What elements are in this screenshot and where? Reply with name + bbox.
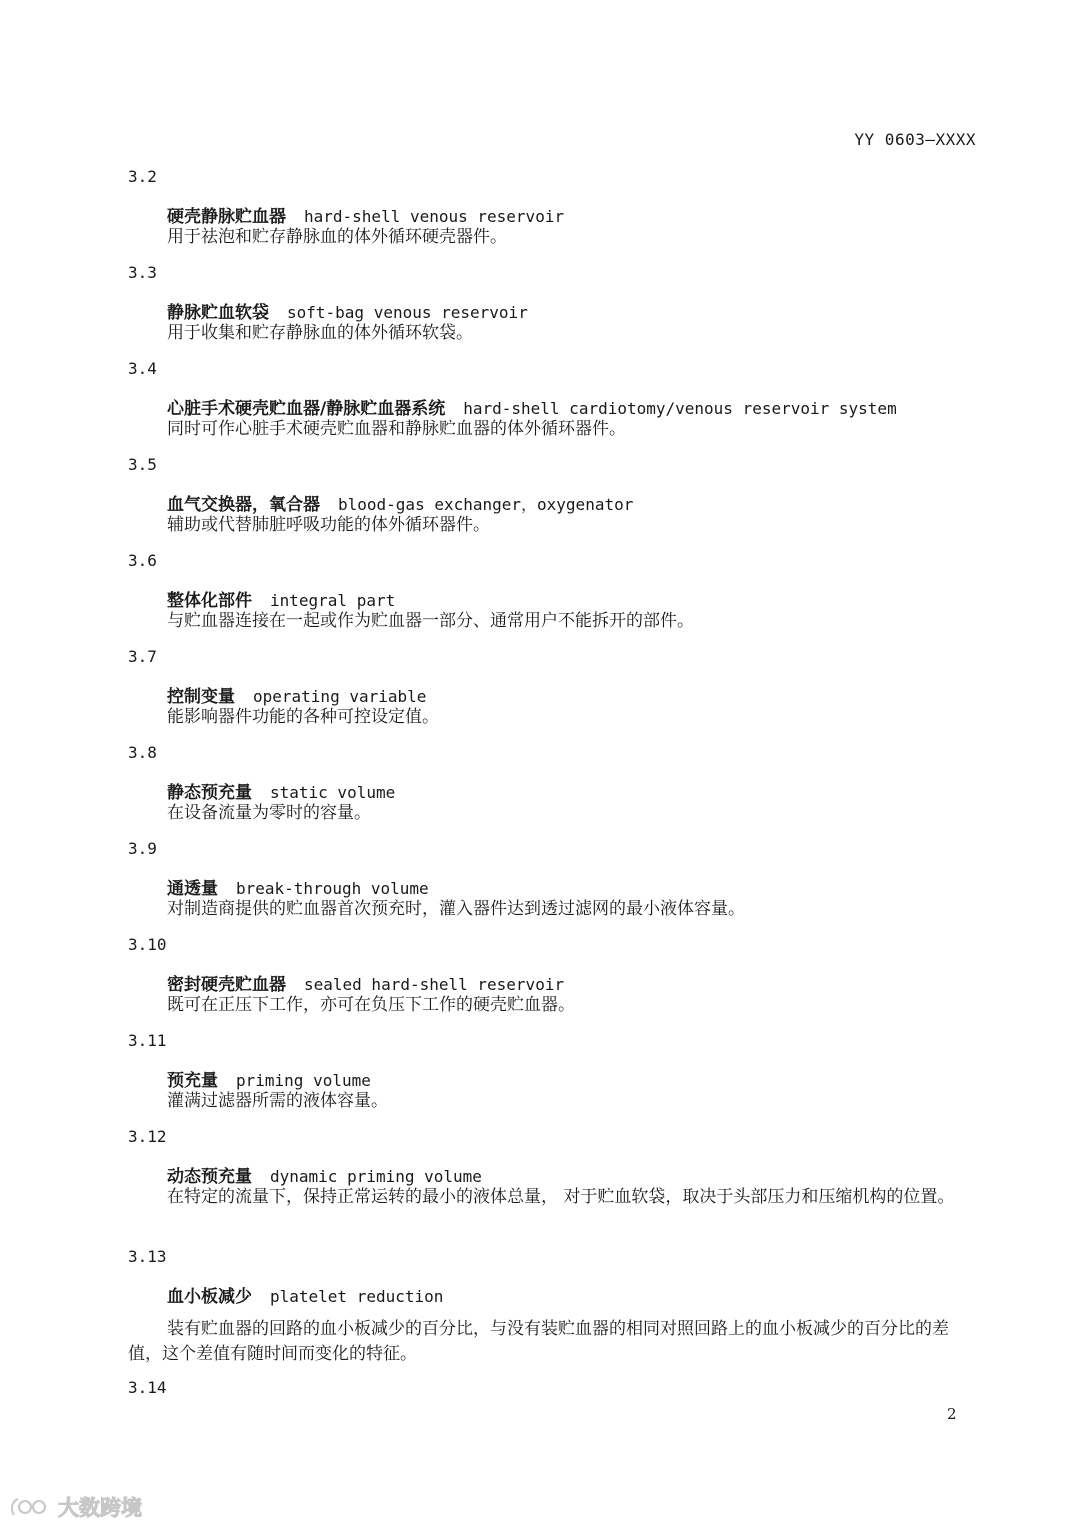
watermark <box>8 1492 142 1522</box>
term-en: static volume <box>270 783 396 802</box>
section-number: 3.3 <box>128 263 157 282</box>
term-zh: 静态预充量 <box>167 783 252 803</box>
term-line <box>167 490 633 515</box>
term-definition: 对制造商提供的贮血器首次预充时，灌入器件达到透过滤网的最小液体容量。 <box>167 899 745 919</box>
term-zh: 预充量 <box>167 1071 218 1091</box>
term-en: break-through volume <box>236 879 429 898</box>
term-line <box>167 202 564 227</box>
standard-number: YY 0603—XXXX <box>854 130 976 149</box>
section-number: 3.14 <box>128 1378 167 1397</box>
section-number: 3.2 <box>128 167 157 186</box>
term-definition: 既可在正压下工作，亦可在负压下工作的硬壳贮血器。 <box>167 995 575 1015</box>
term-zh: 静脉贮血软袋 <box>167 303 269 323</box>
term-definition: 装有贮血器的回路的血小板减少的百分比，与没有装贮血器的相同对照回路上的血小板减少的百分比的差值，这个差值有随时间而变化的特征。 <box>128 1319 949 1364</box>
term-definition: 辅助或代替肺脏呼吸功能的体外循环器件。 <box>167 515 490 535</box>
term-line <box>167 394 897 419</box>
term-definition: 在特定的流量下，保持正常运转的最小的液体总量， 对于贮血软袋，取决于头部压力和压缩机构的位置。 <box>167 1187 955 1207</box>
term-definition: 能影响器件功能的各种可控设定值。 <box>167 707 439 727</box>
term-definition: 在设备流量为零时的容量。 <box>167 803 371 823</box>
term-en: platelet reduction <box>270 1287 444 1306</box>
term-definition: 与贮血器连接在一起或作为贮血器一部分、通常用户不能拆开的部件。 <box>167 611 694 631</box>
term-line <box>167 1066 371 1091</box>
section-number: 3.8 <box>128 743 157 762</box>
section-number: 3.11 <box>128 1031 167 1050</box>
section-number: 3.5 <box>128 455 157 474</box>
term-line <box>167 1282 443 1307</box>
term-en: dynamic priming volume <box>270 1167 482 1186</box>
term-en: hard-shell venous reservoir <box>304 207 565 226</box>
term-zh: 通透量 <box>167 879 218 899</box>
term-definition: 用于祛泡和贮存静脉血的体外循环硬壳器件。 <box>167 227 507 247</box>
term-line <box>167 586 395 611</box>
term-en: blood-gas exchanger，oxygenator <box>338 495 634 514</box>
term-en: sealed hard-shell reservoir <box>304 975 565 994</box>
term-line <box>167 874 429 899</box>
term-en: soft-bag venous reservoir <box>287 303 528 322</box>
term-line <box>167 970 564 995</box>
term-definition: 用于收集和贮存静脉血的体外循环软袋。 <box>167 323 473 343</box>
term-zh: 血气交换器，氧合器 <box>167 495 320 515</box>
term-en: hard-shell cardiotomy/venous reservoir system <box>463 399 897 418</box>
section-number: 3.9 <box>128 839 157 858</box>
term-zh: 硬壳静脉贮血器 <box>167 207 286 227</box>
term-definition: 同时可作心脏手术硬壳贮血器和静脉贮血器的体外循环器件。 <box>167 419 626 439</box>
section-number: 3.10 <box>128 935 167 954</box>
watermark-logo-icon <box>8 1495 52 1519</box>
term-definition: 灌满过滤器所需的液体容量。 <box>167 1091 388 1111</box>
section-number: 3.6 <box>128 551 157 570</box>
term-line <box>167 298 528 323</box>
term-en: integral part <box>270 591 396 610</box>
term-line <box>167 1162 482 1187</box>
term-zh: 密封硬壳贮血器 <box>167 975 286 995</box>
watermark-text: 大数跨境 <box>58 1496 142 1520</box>
term-line <box>167 682 426 707</box>
term-zh: 动态预充量 <box>167 1167 252 1187</box>
section-number: 3.12 <box>128 1127 167 1146</box>
term-zh: 整体化部件 <box>167 591 252 611</box>
term-zh: 心脏手术硬壳贮血器/静脉贮血器系统 <box>167 399 446 419</box>
page-number: 2 <box>947 1405 957 1423</box>
term-en: operating variable <box>253 687 427 706</box>
term-zh: 控制变量 <box>167 687 235 707</box>
term-line <box>167 778 395 803</box>
term-zh: 血小板减少 <box>167 1287 252 1307</box>
section-number: 3.13 <box>128 1247 167 1266</box>
section-number: 3.4 <box>128 359 157 378</box>
term-en: priming volume <box>236 1071 371 1090</box>
section-number: 3.7 <box>128 647 157 666</box>
